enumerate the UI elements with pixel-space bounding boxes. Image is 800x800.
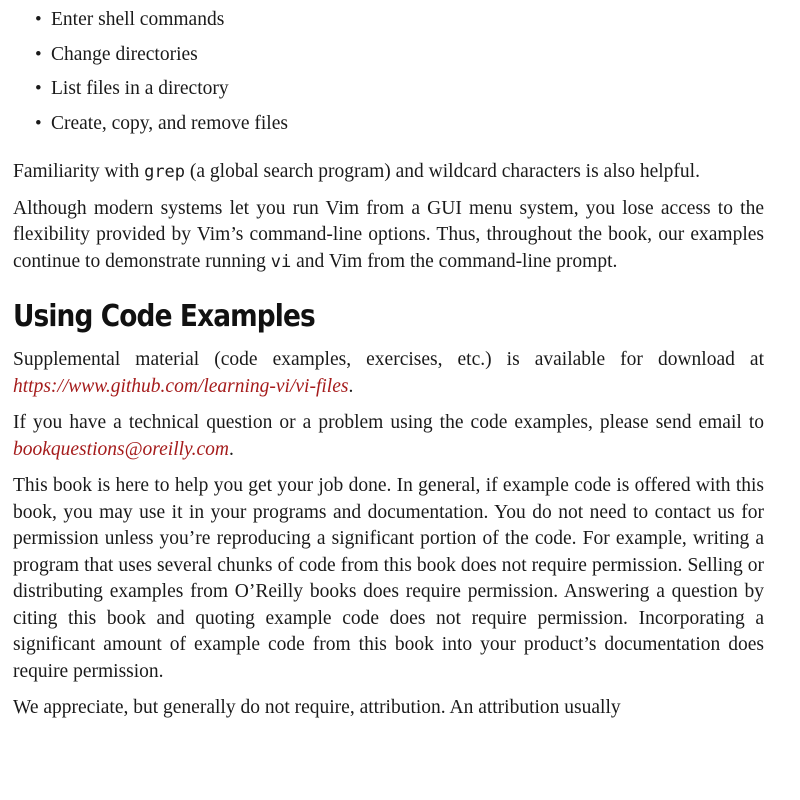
permission-paragraph: This book is here to help you get your job done. In general, if example code is offered with this book, you may use it in your programs and documentation. You do not need to contact us for permission unless you’re reproducing a significant portion of the code. For example, writing a program that uses several chunks of code from this book does not require permission. Selling or distributing examples from O’Reilly books does require permission. Answering a question by citing this book and quoting example code does not require permission. Incorporating a significant amount of example code from this book into your product’s documentation does require permission. [13,475,764,682]
bullet-icon: • [35,9,42,30]
bullet-icon: • [35,112,42,134]
supplemental-paragraph: Supplemental material (code examples, exercises, etc.) is available for download at https://www.github.com/learning-vi/vi-files. [13,349,764,397]
attribution-paragraph: We appreciate, but generally do not require, attribution. An attribution usually [13,697,621,718]
grep-paragraph: Familiarity with grep (a global search program) and wildcard characters is also helpful. [13,161,700,182]
list-item: • Enter shell commands [51,7,764,42]
inline-code-grep: grep [144,162,186,182]
document-page [13,0,764,732]
list-item: • Create, copy, and remove files [51,111,764,146]
question-paragraph: If you have a technical question or a problem using the code examples, please send email to bookquestions@oreilly.com. [13,412,764,460]
email-link[interactable]: bookquestions@oreilly.com [13,438,229,460]
gui-paragraph: Although modern systems let you run Vim from a GUI menu system, you lose access to the flexibility provided by Vim’s command-line options. Thus, throughout the book, our examples continue to demonstrate running vi and Vim from the command-line prompt. [13,197,764,272]
prerequisite-list [13,7,764,145]
section-heading: Using Code Examples [13,299,315,334]
list-item: • List files in a directory [51,76,764,111]
bullet-icon: • [35,78,42,99]
bullet-icon: • [35,43,42,65]
github-link[interactable]: https://www.github.com/learning-vi/vi-files [13,375,349,397]
inline-code-vi: vi [270,251,292,272]
list-item: • Change directories [51,42,764,77]
